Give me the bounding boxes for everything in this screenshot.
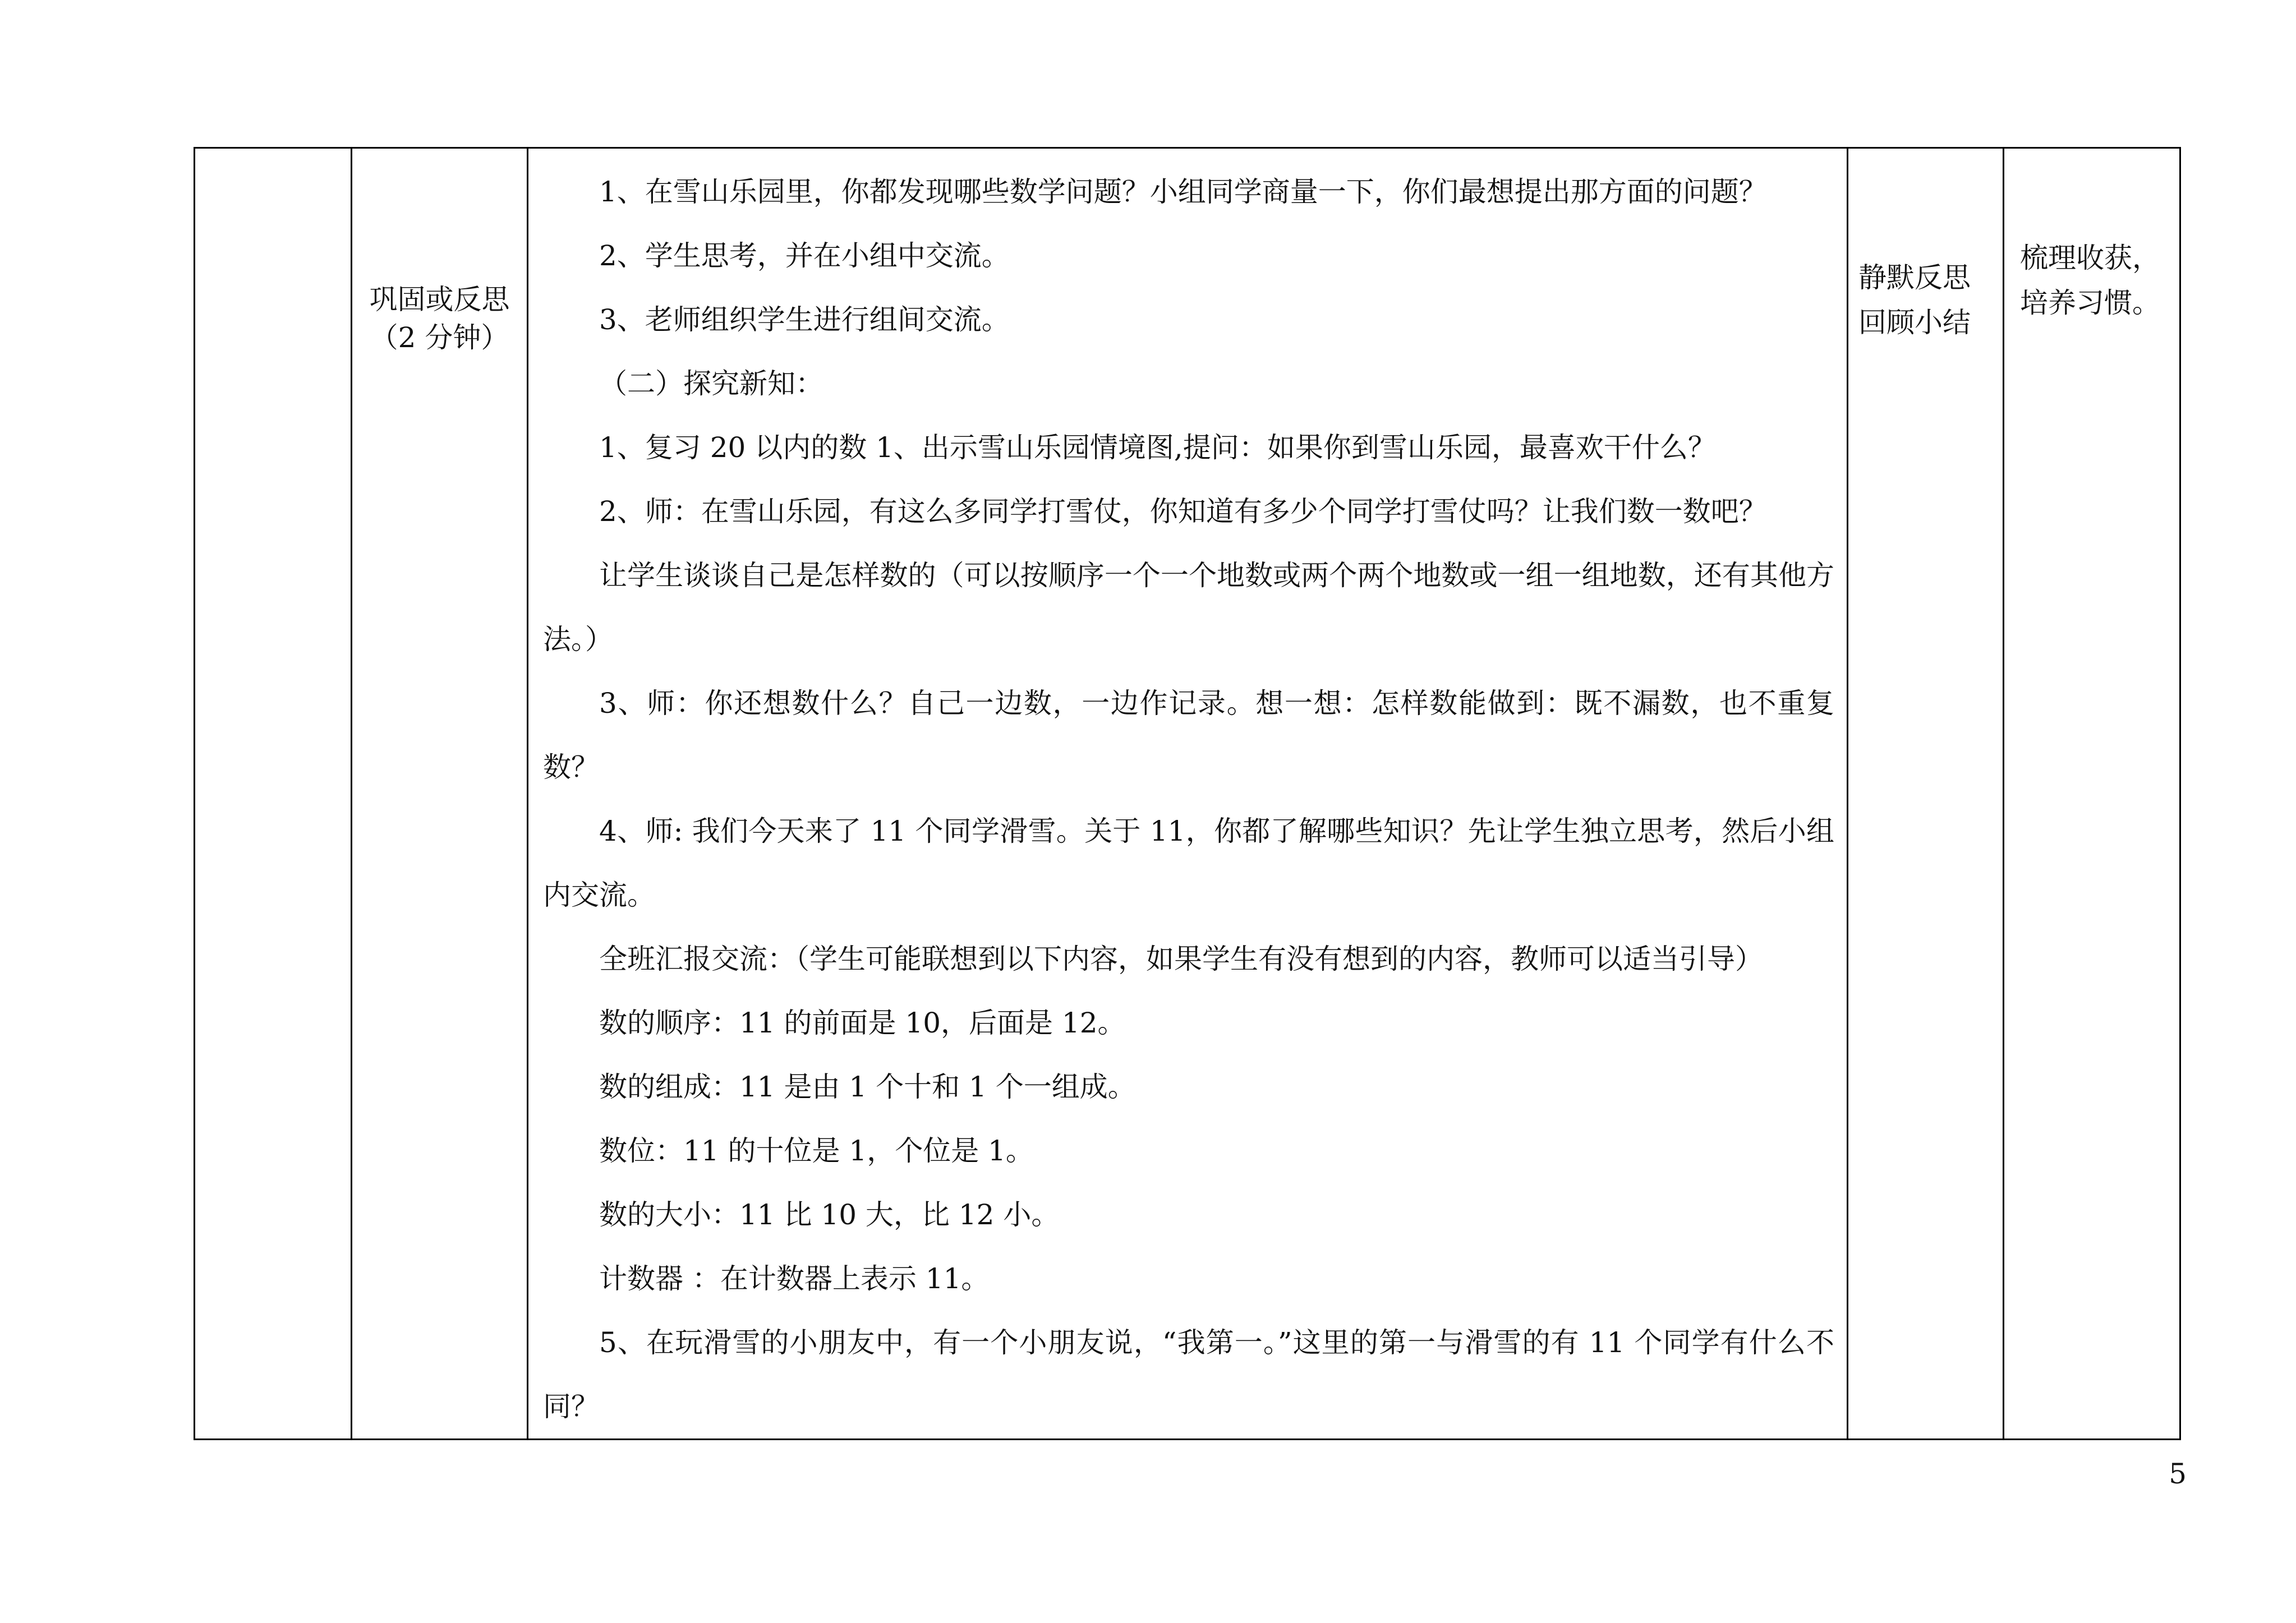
- phase-title: 巩固或反思: [369, 283, 510, 316]
- content-paragraph: 5、在玩滑雪的小朋友中，有一个小朋友说，“我第一。”这里的第一与滑雪的有 11 个同学有什么不同？: [543, 1326, 1834, 1423]
- phase-cell: [352, 148, 528, 1440]
- content-paragraph: 计数器 ：在计数器上表示 11。: [599, 1262, 990, 1295]
- content-paragraph: 1、复习 20 以内的数 1、出示雪山乐园情境图,提问：如果你到雪山乐园，最喜欢干什么？: [599, 431, 1716, 464]
- design-intent-line: 培养习惯。: [2020, 287, 2160, 319]
- content-paragraph: 数位：11 的十位是 1，个位是 1。: [599, 1135, 1034, 1167]
- student-activity-line: 静默反思: [1858, 261, 1971, 294]
- content-paragraph: 数的顺序：11 的前面是 10，后面是 12。: [599, 1007, 1126, 1039]
- phase-duration: （2 分钟）: [370, 321, 509, 354]
- content-paragraph: 4、师: 我们今天来了 11 个同学滑雪。关于 11，你都了解哪些知识？先让学生独立思考，然后小组内交流。: [543, 815, 1834, 911]
- lesson-plan-table: [194, 147, 2181, 1440]
- content-paragraph: 2、学生思考，并在小组中交流。: [599, 239, 1010, 272]
- student-activity: [1848, 255, 2003, 345]
- page-number: 5: [2169, 1458, 2187, 1490]
- content-paragraph: 让学生谈谈自己是怎样数的（可以按顺序一个一个地数或两个两个地数或一组一组地数，还有其他方法。）: [543, 559, 1834, 656]
- phase-label: [352, 280, 527, 357]
- student-activity-line: 回顾小结: [1858, 306, 1971, 339]
- content-paragraph: 2、师：在雪山乐园，有这么多同学打雪仗，你知道有多少个同学打雪仗吗？让我们数一数吧？: [599, 495, 1767, 528]
- design-intent: [2004, 236, 2179, 325]
- table-row: [195, 148, 2180, 1440]
- design-intent-cell: [2004, 148, 2180, 1440]
- content-paragraph: 全班汇报交流：（学生可能联想到以下内容，如果学生有没有想到的内容，教师可以适当引导）: [599, 943, 1763, 975]
- content-paragraph: 3、师：你还想数什么？自己一边数，一边作记录。想一想：怎样数能做到：既不漏数，也不重复数？: [543, 687, 1834, 783]
- content-paragraph: 数的大小：11 比 10 大，比 12 小。: [599, 1198, 1060, 1231]
- design-intent-line: 梳理收获，: [2020, 242, 2160, 274]
- content-paragraph: 3、老师组织学生进行组间交流。: [599, 303, 1010, 336]
- student-activity-cell: [1848, 148, 2004, 1440]
- empty-cell: [195, 148, 352, 1440]
- teaching-content-cell: [528, 148, 1848, 1440]
- content-paragraph: 1、在雪山乐园里，你都发现哪些数学问题？小组同学商量一下，你们最想提出那方面的问题？: [599, 176, 1767, 208]
- teaching-content: [528, 149, 1847, 1438]
- content-paragraph: （二）探究新知：: [599, 367, 823, 400]
- content-paragraph: 数的组成：11 是由 1 个十和 1 个一组成。: [599, 1071, 1136, 1103]
